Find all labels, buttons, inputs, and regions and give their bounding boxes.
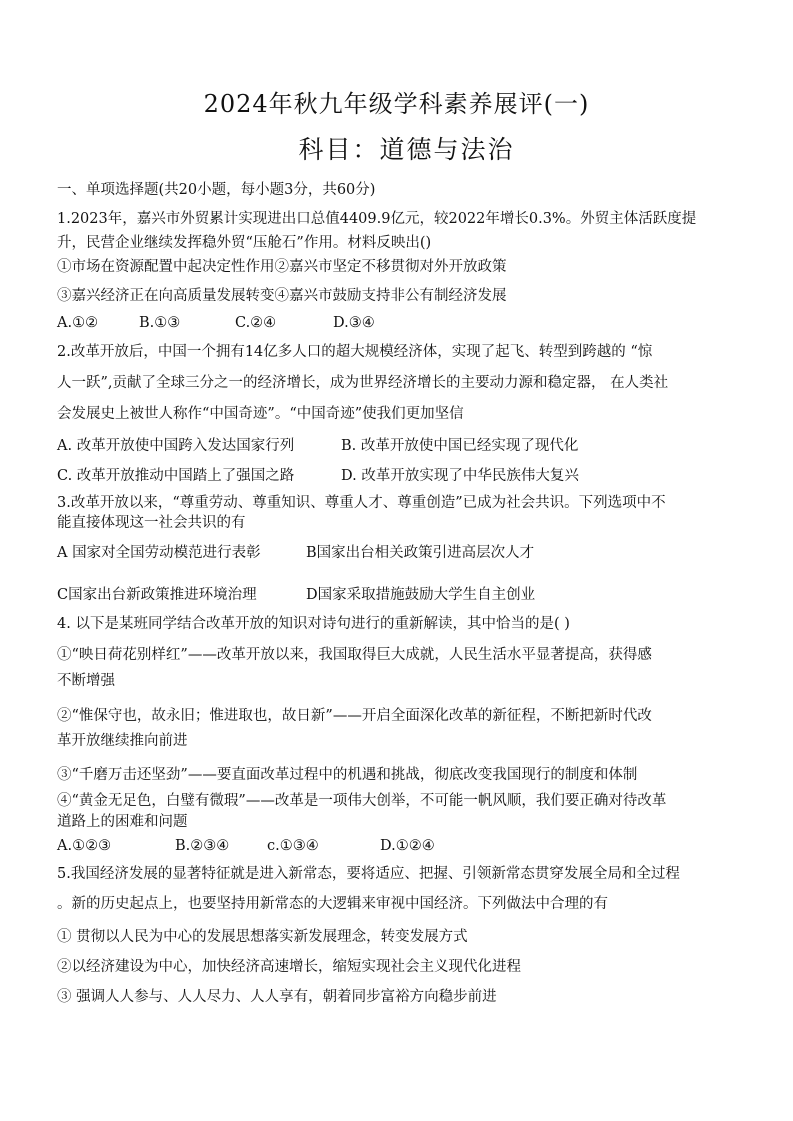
q5-item-line: ③ 强调人人参与、人人尽力、人人享有，朝着同步富裕方向稳步前进 <box>57 989 497 1005</box>
q2-stem-line: 2.改革开放后，中国一个拥有14亿多人口的超大规模经济体，实现了起飞、转型到跨越的 “惊 <box>57 344 653 360</box>
q3-option-b: B国家出台相关政策引进高层次人才 <box>306 545 535 561</box>
q1-option-a: A.①② <box>57 315 99 331</box>
q5-item-line: ① 贯彻以人民为中心的发展思想落实新发展理念，转变发展方式 <box>57 929 468 945</box>
section-heading: 一、单项选择题(共20小题，每小题3分，共60分) <box>57 182 376 198</box>
q3-stem-line: 能直接体现这一社会共识的有 <box>57 515 246 531</box>
q4-item-line: ②“惟保守也，故永旧；惟进取也，故日新”——开启全面深化改革的新征程，不断把新时代改 <box>57 708 652 724</box>
q4-item-line: ④“黄金无足色，白璧有微瑕”——改革是一项伟大创举，不可能一帆风顺，我们要正确对待改革 <box>57 793 667 809</box>
q5-item-line: ②以经济建设为中心，加快经济高速增长，缩短实现社会主义现代化进程 <box>57 959 521 975</box>
q4-option-b: B.②③④ <box>175 838 230 854</box>
q4-option-c: c.①③④ <box>267 838 319 854</box>
q2-option-a: A. 改革开放使中国跨入发达国家行列 <box>57 438 295 454</box>
q2-stem-line: 人一跃”,贡献了全球三分之一的经济增长，成为世界经济增长的主要动力源和稳定器， 在人类社 <box>57 375 669 391</box>
q3-option-a: A 国家对全国劳动模范进行表彰 <box>57 545 261 561</box>
exam-title: 2024年秋九年级学科素养展评(一) <box>203 90 590 118</box>
q4-item-line: ③“千磨万击还坚劲”——要直面改革过程中的机遇和挑战，彻底改变我国现行的制度和体制 <box>57 767 638 783</box>
q4-item-line: ①“映日荷花别样红”——改革开放以来，我国取得巨大成就，人民生活水平显著提高，获得感 <box>57 647 652 663</box>
q4-option-a: A.①②③ <box>57 838 112 854</box>
subject-title: 科目：道德与法治 <box>298 135 515 164</box>
q2-stem-line: 会发展史上被世人称作“中国奇迹”。“中国奇迹”使我们更加坚信 <box>57 406 464 422</box>
q2-option-c: C. 改革开放推动中国踏上了强国之路 <box>57 468 295 484</box>
q3-option-d: D国家采取措施鼓励大学生自主创业 <box>306 587 536 603</box>
q3-option-c: C国家出台新政策推进环境治理 <box>57 587 257 603</box>
q4-stem-line: 4. 以下是某班同学结合改革开放的知识对诗句进行的重新解读，其中恰当的是( ) <box>57 616 570 632</box>
q1-stem-line: 升，民营企业继续发挥稳外贸“压舱石”作用。材料反映出() <box>57 235 432 251</box>
q5-stem-line: 。新的历史起点上，也要坚持用新常态的大逻辑来审视中国经济。下列做法中合理的有 <box>57 896 608 912</box>
q4-item-line: 道路上的困难和问题 <box>57 814 188 830</box>
q1-item-line: ①市场在资源配置中起决定性作用②嘉兴市坚定不移贯彻对外开放政策 <box>57 259 507 275</box>
q1-option-d: D.③④ <box>333 315 375 331</box>
q5-stem-line: 5.我国经济发展的显著特征就是进入新常态，要将适应、把握、引领新常态贯穿发展全局和全过程 <box>57 866 680 882</box>
q1-item-line: ③嘉兴经济正在向高质量发展转变④嘉兴市鼓励支持非公有制经济发展 <box>57 288 507 304</box>
q2-option-b: B. 改革开放使中国已经实现了现代化 <box>341 438 579 454</box>
q3-stem-line: 3.改革开放以来，“尊重劳动、尊重知识、尊重人才、尊重创造”已成为社会共识。下列选项中不 <box>57 495 666 511</box>
q4-item-line: 革开放继续推向前进 <box>57 733 188 749</box>
q2-option-d: D. 改革开放实现了中华民族伟大复兴 <box>341 468 579 484</box>
q1-option-b: B.①③ <box>139 315 181 331</box>
q4-item-line: 不断增强 <box>57 673 115 689</box>
q1-option-c: C.②④ <box>235 315 277 331</box>
q1-stem-line: 1.2023年，嘉兴市外贸累计实现进出口总值4409.9亿元，较2022年增长0.3%。外贸主体活跃度提 <box>57 211 697 227</box>
q4-option-d: D.①②④ <box>380 838 435 854</box>
